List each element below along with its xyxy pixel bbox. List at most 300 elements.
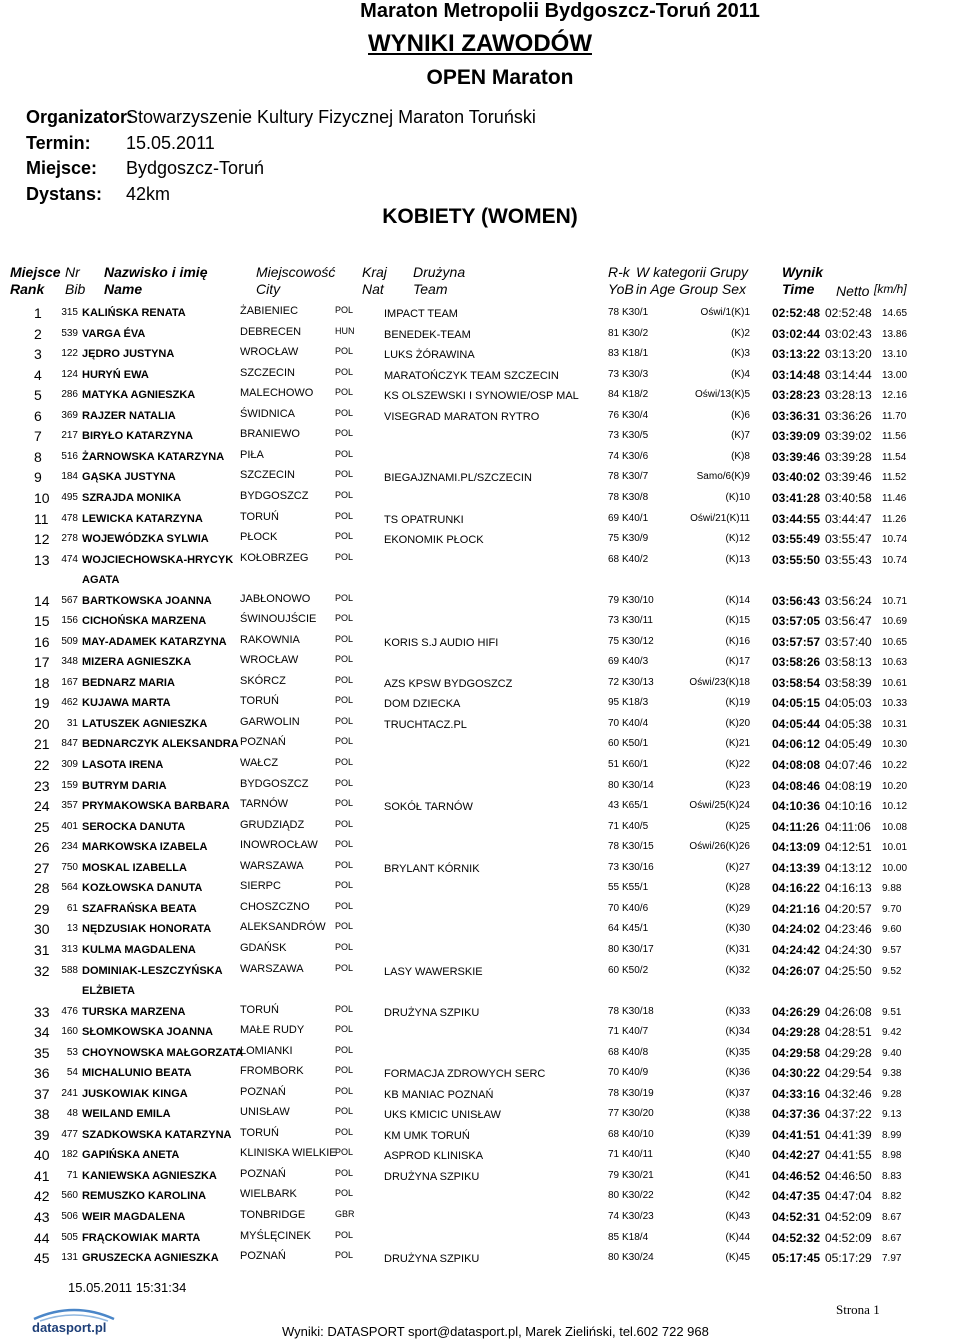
name-cell: VARGA ÉVA <box>82 327 146 340</box>
net-time-cell: 05:17:29 <box>825 1251 872 1266</box>
speed-cell: 10.74 <box>882 554 908 566</box>
rank-cell: 4 <box>34 366 42 383</box>
group-cell: (K)38 <box>725 1108 750 1120</box>
category-cell: K30/3 <box>622 368 649 380</box>
nat-cell: POL <box>335 715 354 726</box>
net-time-cell: 03:39:46 <box>825 470 872 485</box>
group-cell: (K)33 <box>725 1005 750 1017</box>
rank-cell: 44 <box>34 1229 50 1246</box>
rank-cell: 43 <box>34 1209 50 1225</box>
city-cell: GRUDZIĄDZ <box>240 818 305 831</box>
category-cell: K30/20 <box>622 1108 654 1120</box>
nat-cell: POL <box>335 1106 354 1117</box>
name-cell: WOJEWÓDZKA SYLWIA <box>82 533 209 546</box>
name-cell: CICHOŃSKA MARZENA <box>82 615 207 628</box>
group-cell: (K)19 <box>725 697 750 709</box>
nat-cell: POL <box>335 880 354 891</box>
group-cell: (K)6 <box>731 409 750 421</box>
time-cell: 04:41:51 <box>772 1127 821 1142</box>
category-cell: K30/15 <box>622 841 654 853</box>
rank-cell: 2 <box>34 325 42 342</box>
name-cell: KULMA MAGDALENA <box>82 943 196 956</box>
city-cell: GARWOLIN <box>240 715 300 728</box>
bib-cell: 539 <box>61 327 78 339</box>
place-value: Bydgoszcz-Toruń <box>126 158 265 178</box>
net-time-cell: 04:26:08 <box>825 1004 872 1019</box>
bib-cell: 476 <box>61 1005 78 1017</box>
group-cell: (K)23 <box>725 779 750 791</box>
team-cell: UKS KMICIC UNISŁAW <box>384 1109 501 1122</box>
team-cell: IMPACT TEAM <box>384 308 458 320</box>
group-cell: Oświ/1(K)1 <box>700 307 750 318</box>
category-cell: K50/1 <box>622 738 649 750</box>
group-cell: (K)7 <box>731 430 750 442</box>
category-cell: K30/17 <box>622 943 654 955</box>
net-time-cell: 04:23:46 <box>825 922 872 937</box>
city-cell: POZNAŃ <box>240 736 286 749</box>
rank-cell: 9 <box>34 469 42 486</box>
organizer-label: Organizator: <box>26 107 134 127</box>
yob-cell: 95 <box>608 697 620 709</box>
category-cell: K40/6 <box>622 902 649 914</box>
rank-cell: 39 <box>34 1126 50 1143</box>
group-cell: (K)21 <box>725 738 750 750</box>
category-cell: K40/5 <box>622 820 649 832</box>
name-cont-cell: ELŻBIETA <box>82 984 135 997</box>
speed-cell: 13.86 <box>882 328 908 340</box>
net-time-cell: 04:11:06 <box>825 819 871 834</box>
time-cell: 03:56:43 <box>772 593 821 608</box>
speed-cell: 9.42 <box>882 1027 902 1039</box>
name-cell: SZAFRAŃSKA BEATA <box>82 902 197 915</box>
group-cell: (K)31 <box>725 943 750 955</box>
net-time-cell: 03:57:40 <box>825 634 872 649</box>
category-cell: K30/1 <box>622 307 649 318</box>
yob-cell: 78 <box>608 471 620 483</box>
net-time-cell: 04:37:22 <box>825 1107 872 1122</box>
yob-cell: 70 <box>608 1067 620 1079</box>
nat-cell: POL <box>335 346 354 357</box>
col-team-pl: Drużyna <box>413 264 466 280</box>
time-cell: 04:26:07 <box>772 963 821 978</box>
bib-cell: 217 <box>61 430 78 442</box>
time-cell: 03:41:28 <box>772 490 821 505</box>
group-cell: Oświ/21(K)11 <box>690 512 750 524</box>
group-cell: (K)8 <box>731 450 750 462</box>
nat-cell: POL <box>335 407 354 418</box>
speed-cell: 8.67 <box>882 1212 902 1223</box>
category-cell: K30/2 <box>622 327 649 339</box>
rank-cell: 35 <box>34 1044 50 1061</box>
category-cell: K30/9 <box>622 533 649 545</box>
speed-cell: 10.63 <box>882 657 908 669</box>
nat-cell: POL <box>335 695 354 706</box>
rank-cell: 22 <box>34 757 50 773</box>
group-cell: Oświ/25(K)24 <box>689 800 750 812</box>
net-time-cell: 02:52:48 <box>825 306 872 320</box>
bib-cell: 509 <box>61 635 78 647</box>
city-cell: KLINISKA WIELKIE <box>240 1147 337 1160</box>
bib-cell: 167 <box>61 676 78 688</box>
col-kmh: [km/h] <box>874 282 907 296</box>
bib-cell: 505 <box>61 1231 78 1243</box>
city-cell: KOŁOBRZEG <box>240 551 309 564</box>
group-cell: (K)32 <box>725 964 750 976</box>
name-cell: JUSKOWIAK KINGA <box>82 1087 188 1100</box>
time-cell: 03:55:50 <box>772 552 821 567</box>
name-cell: JĘDRO JUSTYNA <box>82 348 175 361</box>
speed-cell: 11.52 <box>882 472 907 484</box>
category-cell: K30/21 <box>622 1169 654 1181</box>
date-line <box>26 133 215 154</box>
nat-cell: POL <box>335 654 354 665</box>
city-cell: WROCŁAW <box>240 346 299 359</box>
yob-cell: 76 <box>608 409 620 421</box>
time-cell: 04:16:22 <box>772 881 821 896</box>
group-cell: Oświ/23(K)18 <box>689 676 750 688</box>
bib-cell: 516 <box>61 450 78 462</box>
name-cell: KOZŁOWSKA DANUTA <box>82 882 203 895</box>
city-cell: INOWROCŁAW <box>240 839 318 852</box>
col-name-pl: Nazwisko i imię <box>104 264 208 280</box>
net-time-cell: 03:39:28 <box>825 449 872 464</box>
team-cell: BENEDEK-TEAM <box>384 328 471 341</box>
team-cell: DRUŻYNA SZPIKU <box>384 1006 480 1019</box>
name-cell: SZADKOWSKA KATARZYNA <box>82 1128 232 1141</box>
name-cell: TURSKA MARZENA <box>82 1005 186 1018</box>
time-cell: 03:13:22 <box>772 347 821 362</box>
yob-cell: 73 <box>608 615 620 627</box>
rank-cell: 15 <box>34 613 50 630</box>
place-line <box>26 158 264 179</box>
distance-line <box>26 184 170 205</box>
net-time-cell: 04:24:30 <box>825 942 872 957</box>
results-title: WYNIKI ZAWODÓW <box>368 30 592 57</box>
bib-cell: 315 <box>61 307 78 318</box>
time-cell: 03:57:05 <box>772 614 821 629</box>
city-cell: MYŚLĘCINEK <box>240 1229 311 1242</box>
name-cell: MOSKAL IZABELLA <box>82 861 187 874</box>
name-cell: MATYKA AGNIESZKA <box>82 389 196 402</box>
time-cell: 04:52:32 <box>772 1230 821 1245</box>
rank-cell: 25 <box>34 818 50 835</box>
category-cell: K30/6 <box>622 450 649 462</box>
city-cell: POZNAŃ <box>240 1250 286 1263</box>
city-cell: TORUŃ <box>240 1126 279 1139</box>
net-time-cell: 03:56:47 <box>825 614 872 629</box>
category-title: KOBIETY (WOMEN) <box>382 205 578 228</box>
bib-cell: 159 <box>61 779 78 791</box>
nat-cell: GBR <box>335 1209 355 1219</box>
net-time-cell: 03:36:26 <box>825 408 872 423</box>
col-yob-pl: R-k <box>608 264 630 280</box>
group-cell: (K)25 <box>725 820 750 832</box>
bib-cell: 474 <box>61 553 78 565</box>
yob-cell: 71 <box>608 820 620 832</box>
time-cell: 03:28:23 <box>772 388 821 403</box>
speed-cell: 14.65 <box>882 308 908 319</box>
team-cell: KM UMK TORUŃ <box>384 1129 470 1142</box>
organizer-value: Stowarzyszenie Kultury Fizycznej Maraton Toruński <box>126 107 536 127</box>
col-rank-pl: Miejsce <box>10 264 61 280</box>
yob-cell: 85 <box>608 1231 620 1243</box>
time-cell: 04:52:31 <box>772 1210 821 1224</box>
category-cell: K40/11 <box>622 1149 653 1161</box>
rank-cell: 3 <box>34 346 42 363</box>
name-cell: GAPIŃSKA ANETA <box>82 1149 180 1162</box>
net-time-cell: 04:13:12 <box>825 860 872 875</box>
rank-cell: 7 <box>34 428 42 445</box>
yob-cell: 83 <box>608 348 620 360</box>
col-result-pl: Wynik <box>782 264 823 280</box>
group-cell: Oświ/13(K)5 <box>694 389 750 401</box>
time-cell: 04:21:16 <box>772 901 821 916</box>
city-cell: WAŁCZ <box>240 757 279 769</box>
category-cell: K40/2 <box>622 553 649 565</box>
group-cell: (K)12 <box>725 533 750 545</box>
net-time-cell: 03:28:13 <box>825 388 872 403</box>
bib-cell: 124 <box>61 368 78 380</box>
name-cell: MICHALUNIO BEATA <box>82 1067 192 1080</box>
category-cell: K40/4 <box>622 717 649 729</box>
team-cell: FORMACJA ZDROWYCH SERC <box>384 1068 546 1081</box>
rank-cell: 16 <box>34 633 50 650</box>
city-cell: TORUŃ <box>240 695 279 708</box>
speed-cell: 10.30 <box>882 739 908 751</box>
nat-cell: POL <box>335 1167 354 1178</box>
city-cell: GDAŃSK <box>240 941 287 954</box>
col-team-en: Team <box>413 281 448 297</box>
nat-cell: HUN <box>335 325 355 336</box>
yob-cell: 60 <box>608 738 620 750</box>
rank-cell: 27 <box>34 859 50 876</box>
category-cell: K65/1 <box>622 800 649 812</box>
category-cell: K60/1 <box>622 759 649 770</box>
datasport-logo <box>30 1305 118 1335</box>
yob-cell: 71 <box>608 1149 620 1161</box>
nat-cell: POL <box>335 448 354 459</box>
yob-cell: 79 <box>608 1169 620 1181</box>
nat-cell: POL <box>335 818 354 829</box>
col-cat-pl: W kategorii Grupy <box>636 264 749 280</box>
speed-cell: 9.51 <box>882 1006 902 1018</box>
col-nat-pl: Kraj <box>362 264 387 280</box>
rank-cell: 28 <box>34 880 50 897</box>
city-cell: POZNAŃ <box>240 1167 286 1180</box>
nat-cell: POL <box>335 962 354 973</box>
rank-cell: 38 <box>34 1106 50 1123</box>
time-cell: 03:39:09 <box>772 429 821 444</box>
bib-cell: 567 <box>61 594 78 606</box>
name-cell: HURYŃ EWA <box>82 368 149 381</box>
nat-cell: POL <box>335 469 354 480</box>
city-cell: ALEKSANDRÓW <box>240 921 326 934</box>
net-time-cell: 04:20:57 <box>825 901 872 916</box>
time-cell: 04:05:15 <box>772 696 821 711</box>
net-time-cell: 04:46:50 <box>825 1168 872 1183</box>
rank-cell: 20 <box>34 715 50 732</box>
bib-cell: 478 <box>61 512 78 524</box>
nat-cell: POL <box>335 592 354 603</box>
team-cell: SOKÓŁ TARNÓW <box>384 801 473 814</box>
nat-cell: POL <box>335 1188 354 1199</box>
rank-cell: 13 <box>34 551 50 568</box>
category-cell: K30/8 <box>622 491 649 503</box>
col-time-en: Time <box>782 281 815 297</box>
col-bib-pl: Nr <box>65 264 80 280</box>
yob-cell: 81 <box>608 327 620 339</box>
time-cell: 04:10:36 <box>772 799 821 814</box>
category-cell: K18/3 <box>622 697 649 709</box>
nat-cell: POL <box>335 1229 354 1240</box>
col-rank-en: Rank <box>10 281 45 297</box>
city-cell: SKÓRCZ <box>240 674 286 687</box>
net-time-cell: 04:47:04 <box>825 1189 872 1204</box>
group-cell: (K)45 <box>725 1252 750 1264</box>
group-cell: (K)16 <box>725 635 750 647</box>
category-cell: K40/1 <box>622 512 649 524</box>
time-cell: 03:58:26 <box>772 655 821 670</box>
group-cell: (K)13 <box>725 553 750 565</box>
speed-cell: 10.69 <box>882 616 908 628</box>
city-cell: FROMBORK <box>240 1065 304 1078</box>
distance-label: Dystans: <box>26 184 103 204</box>
net-time-cell: 03:02:43 <box>825 326 872 341</box>
name-cont-cell: AGATA <box>82 573 120 586</box>
time-cell: 04:13:09 <box>772 840 821 855</box>
col-city-pl: Miejscowość <box>256 264 336 280</box>
yob-cell: 78 <box>608 1087 620 1099</box>
nat-cell: POL <box>335 757 354 767</box>
yob-cell: 84 <box>608 389 620 401</box>
name-cell: KANIEWSKA AGNIESZKA <box>82 1169 217 1182</box>
category-cell: K30/18 <box>622 1005 654 1017</box>
speed-cell: 10.33 <box>882 698 908 710</box>
speed-cell: 9.13 <box>882 1109 902 1121</box>
time-cell: 03:40:02 <box>772 470 821 485</box>
time-cell: 03:14:48 <box>772 367 821 382</box>
team-cell: DOM DZIECKA <box>384 698 461 711</box>
time-cell: 03:57:57 <box>772 634 821 649</box>
rank-cell: 19 <box>34 695 50 712</box>
nat-cell: POL <box>335 489 354 500</box>
rank-cell: 12 <box>34 531 50 548</box>
category-cell: K30/10 <box>622 594 654 606</box>
speed-cell: 13.00 <box>882 369 908 381</box>
speed-cell: 10.01 <box>882 842 908 854</box>
name-cell: LEWICKA KATARZYNA <box>82 512 203 525</box>
name-cell: BARTKOWSKA JOANNA <box>82 594 212 607</box>
nat-cell: POL <box>335 387 354 398</box>
bib-cell: 588 <box>61 964 78 976</box>
nat-cell: POL <box>335 1126 354 1137</box>
speed-cell: 10.20 <box>882 780 908 792</box>
speed-cell: 10.00 <box>882 862 908 874</box>
rank-cell: 31 <box>34 941 50 958</box>
city-cell: WROCŁAW <box>240 654 299 667</box>
group-cell: (K)43 <box>725 1211 750 1222</box>
group-cell: Oświ/26(K)26 <box>689 841 750 853</box>
bib-cell: 750 <box>61 861 78 873</box>
print-timestamp: 15.05.2011 15:31:34 <box>68 1280 187 1295</box>
speed-cell: 11.70 <box>882 410 907 422</box>
speed-cell: 11.54 <box>882 451 907 463</box>
yob-cell: 75 <box>608 533 620 545</box>
team-cell: VISEGRAD MARATON RYTRO <box>384 410 540 423</box>
rank-cell: 11 <box>34 510 49 527</box>
race-title: OPEN Maraton <box>426 66 574 89</box>
yob-cell: 68 <box>608 553 620 565</box>
team-cell: ASPROD KLINISKA <box>384 1150 484 1163</box>
city-cell: PIŁA <box>240 448 264 461</box>
rank-cell: 18 <box>34 674 50 691</box>
category-cell: K30/13 <box>622 676 654 688</box>
net-time-cell: 03:13:20 <box>825 347 872 362</box>
city-cell: TORUŃ <box>240 510 279 523</box>
time-cell: 03:36:31 <box>772 408 821 423</box>
nat-cell: POL <box>335 1024 354 1035</box>
group-cell: (K)3 <box>731 348 750 360</box>
net-time-cell: 03:55:43 <box>825 552 872 567</box>
category-cell: K50/2 <box>622 964 649 976</box>
team-cell: AZS KPSW BYDGOSZCZ <box>384 677 513 690</box>
net-time-cell: 03:39:02 <box>825 429 872 444</box>
rank-cell: 45 <box>34 1250 50 1267</box>
net-time-cell: 04:41:39 <box>825 1127 872 1142</box>
yob-cell: 78 <box>608 841 620 853</box>
nat-cell: POL <box>335 1147 354 1158</box>
bib-cell: 309 <box>61 759 78 770</box>
rank-cell: 34 <box>34 1024 50 1041</box>
name-cell: DOMINIAK-LESZCZYŃSKA <box>82 964 223 977</box>
city-cell: MALECHOWO <box>240 387 314 400</box>
event-title: Maraton Metropolii Bydgoszcz-Toruń 2011 <box>360 0 760 22</box>
net-time-cell: 04:12:51 <box>825 840 872 855</box>
group-cell: (K)44 <box>725 1231 750 1243</box>
net-time-cell: 04:05:03 <box>825 696 872 711</box>
bib-cell: 847 <box>61 738 78 750</box>
time-cell: 02:52:48 <box>772 306 821 320</box>
speed-cell: 9.38 <box>882 1068 902 1080</box>
speed-cell: 8.82 <box>882 1191 902 1203</box>
nat-cell: POL <box>335 777 354 788</box>
city-cell: WARSZAWA <box>240 962 304 975</box>
net-time-cell: 04:29:28 <box>825 1045 872 1060</box>
yob-cell: 70 <box>608 717 620 729</box>
speed-cell: 9.40 <box>882 1047 902 1059</box>
category-cell: K45/1 <box>622 923 649 935</box>
time-cell: 04:26:29 <box>772 1004 821 1019</box>
rank-cell: 30 <box>34 921 50 938</box>
rank-cell: 36 <box>34 1065 50 1082</box>
yob-cell: 68 <box>608 1046 620 1058</box>
distance-value: 42km <box>126 184 171 204</box>
bib-cell: 241 <box>61 1087 78 1099</box>
speed-cell: 11.26 <box>882 513 907 525</box>
rank-cell: 17 <box>34 654 50 671</box>
speed-cell: 10.12 <box>882 801 908 813</box>
city-cell: SIERPC <box>240 880 281 893</box>
bib-cell: 506 <box>61 1211 78 1222</box>
group-cell: (K)22 <box>725 759 750 770</box>
team-cell: TS OPATRUNKI <box>384 513 464 526</box>
yob-cell: 78 <box>608 491 620 503</box>
name-cell: SEROCKA DANUTA <box>82 820 186 833</box>
yob-cell: 55 <box>608 882 620 894</box>
bib-cell: 182 <box>61 1149 78 1161</box>
yob-cell: 68 <box>608 1128 620 1140</box>
time-cell: 04:08:08 <box>772 758 821 772</box>
